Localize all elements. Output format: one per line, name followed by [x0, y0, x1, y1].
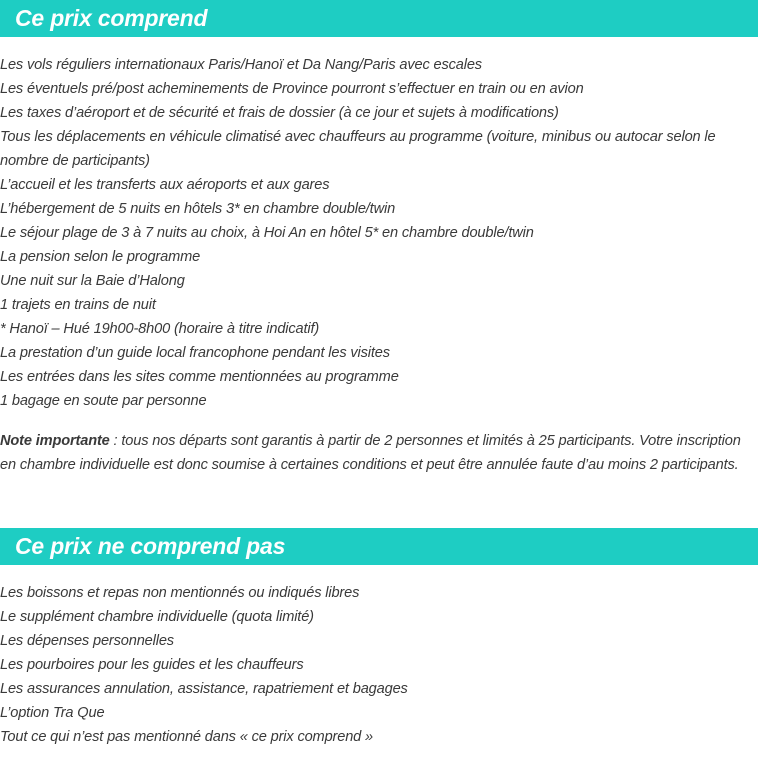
important-note-label: Note importante	[0, 433, 110, 449]
important-note-text: : tous nos départs sont garantis à partir de 2 personnes et limités à 25 participants. Votre inscription en chambre individuelle est donc soumise à certaines conditions et peut être annulée faute d’au moins 2 participants.	[0, 433, 741, 473]
excludes-item: Les dépenses personnelles	[0, 633, 174, 649]
includes-item: La pension selon le programme	[0, 249, 201, 265]
includes-item: Tous les déplacements en véhicule climatisé avec chauffeurs au programme (voiture, minibus ou autocar selon le nombre de participants)	[0, 129, 716, 169]
includes-item: Les taxes d’aéroport et de sécurité et frais de dossier (à ce jour et sujets à modifications)	[0, 105, 559, 121]
excludes-item: Tout ce qui n’est pas mentionné dans « ce prix comprend »	[0, 729, 374, 745]
excludes-item: Le supplément chambre individuelle (quota limité)	[0, 609, 314, 625]
includes-title: Ce prix comprend	[15, 5, 208, 31]
includes-item: * Hanoï – Hué 19h00-8h00 (horaire à titre indicatif)	[0, 321, 320, 337]
includes-item: L’accueil et les transferts aux aéroports et aux gares	[0, 177, 330, 193]
excludes-item: Les assurances annulation, assistance, rapatriement et bagages	[0, 681, 408, 697]
important-note	[0, 429, 745, 477]
includes-item: Une nuit sur la Baie d’Halong	[0, 273, 185, 289]
includes-item: Le séjour plage de 3 à 7 nuits au choix, à Hoi An en hôtel 5* en chambre double/twin	[0, 225, 534, 241]
includes-list	[0, 53, 740, 413]
includes-item: L’hébergement de 5 nuits en hôtels 3* en chambre double/twin	[0, 201, 396, 217]
includes-item: La prestation d’un guide local francophone pendant les visites	[0, 345, 390, 361]
excludes-item: Les boissons et repas non mentionnés ou indiqués libres	[0, 585, 360, 601]
includes-item: Les entrées dans les sites comme mentionnées au programme	[0, 369, 399, 385]
excludes-title: Ce prix ne comprend pas	[15, 533, 286, 559]
excludes-item: L’option Tra Que	[0, 705, 105, 721]
excludes-item: Les pourboires pour les guides et les chauffeurs	[0, 657, 304, 673]
includes-section-header	[0, 0, 758, 37]
excludes-list	[0, 581, 758, 749]
includes-item: Les éventuels pré/post acheminements de Province pourront s’effectuer en train ou en avion	[0, 81, 584, 97]
includes-item: 1 trajets en trains de nuit	[0, 297, 156, 313]
includes-item: 1 bagage en soute par personne	[0, 393, 207, 409]
excludes-section-header	[0, 528, 758, 565]
includes-item: Les vols réguliers internationaux Paris/Hanoï et Da Nang/Paris avec escales	[0, 57, 482, 73]
